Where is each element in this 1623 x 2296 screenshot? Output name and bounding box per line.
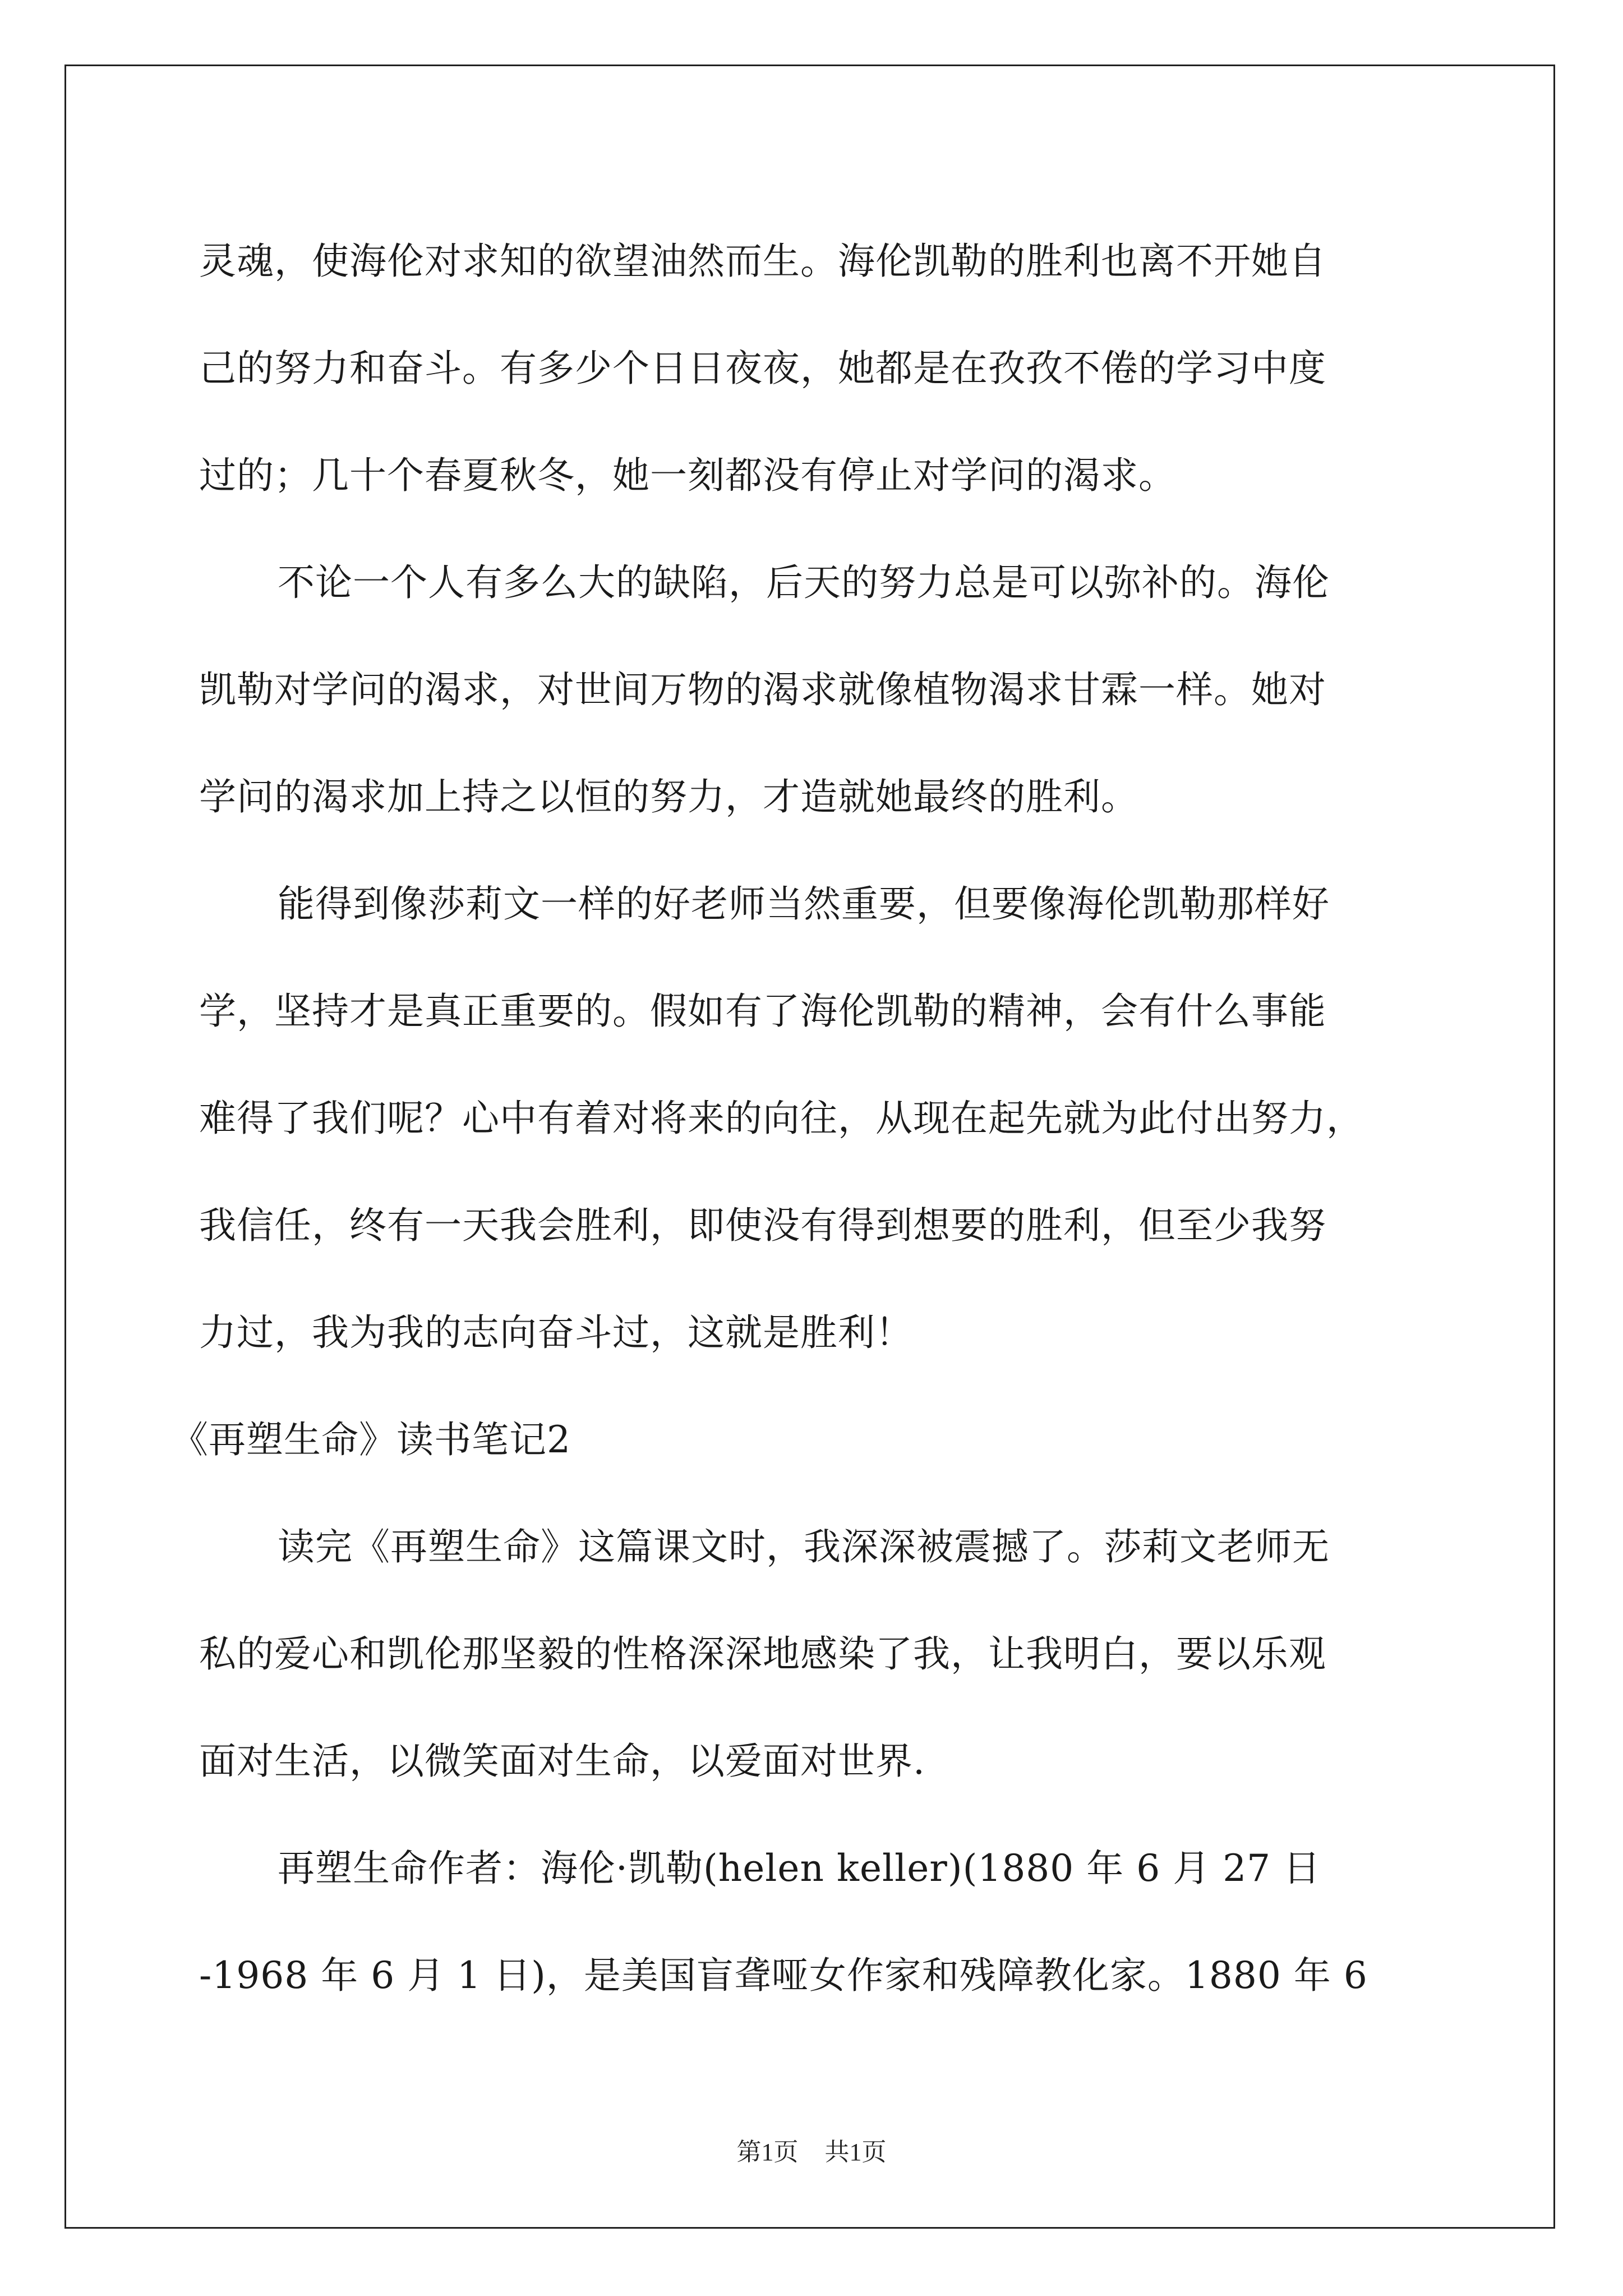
paragraph-line: 面对生活，以微笑面对生命，以爱面对世界. [199,1740,925,1783]
paragraph-line: 私的爱心和凯伦那坚毅的性格深深地感染了我，让我明白，要以乐观 [199,1632,1326,1676]
paragraph-line: -1968 年 6 月 1 日)，是美国盲聋哑女作家和残障教化家。1880 年 6 [199,1954,1368,1997]
paragraph-line: 过的；几十个春夏秋冬，她一刻都没有停止对学问的渴求。 [199,454,1176,497]
document-body [171,208,1422,2029]
paragraph-line: 学，坚持才是真正重要的。假如有了海伦凯勒的精神，会有什么事能 [199,990,1326,1033]
page-footer [0,2132,1623,2168]
paragraph-line: 读完《再塑生命》这篇课文时，我深深被震撼了。莎莉文老师无 [278,1525,1330,1568]
paragraph-line: 己的努力和奋斗。有多少个日日夜夜，她都是在孜孜不倦的学习中度 [199,347,1326,390]
paragraph-line: 能得到像莎莉文一样的好老师当然重要，但要像海伦凯勒那样好 [278,882,1330,926]
paragraph-1 [199,208,1422,529]
paragraph-3 [199,850,1422,1386]
paragraph-line: 我信任，终有一天我会胜利，即使没有得到想要的胜利，但至少我努 [199,1204,1326,1247]
paragraph-5 [199,1815,1422,2029]
paragraph-line: 凯勒对学问的渴求，对世间万物的渴求就像植物渴求甘霖一样。她对 [199,668,1326,711]
paragraph-line: 学问的渴求加上持之以恒的努力，才造就她最终的胜利。 [199,775,1138,818]
paragraph-4 [199,1493,1422,1815]
paragraph-line: 力过，我为我的志向奋斗过，这就是胜利！ [199,1311,913,1354]
paragraph-line: 再塑生命作者：海伦·凯勒(helen keller)(1880 年 6 月 27 日 [278,1847,1321,1890]
paragraph-line: 难得了我们呢？心中有着对将来的向往，从现在起先就为此付出努力， [199,1097,1364,1140]
section-heading: 《再塑生命》读书笔记2 [171,1418,571,1461]
page-number: 第1页 [736,2138,799,2166]
page-total: 共1页 [824,2138,887,2166]
paragraph-2 [199,529,1422,850]
paragraph-line: 灵魂，使海伦对求知的欲望油然而生。海伦凯勒的胜利也离不开她自 [199,240,1326,283]
paragraph-line: 不论一个人有多么大的缺陷，后天的努力总是可以弥补的。海伦 [278,561,1330,604]
